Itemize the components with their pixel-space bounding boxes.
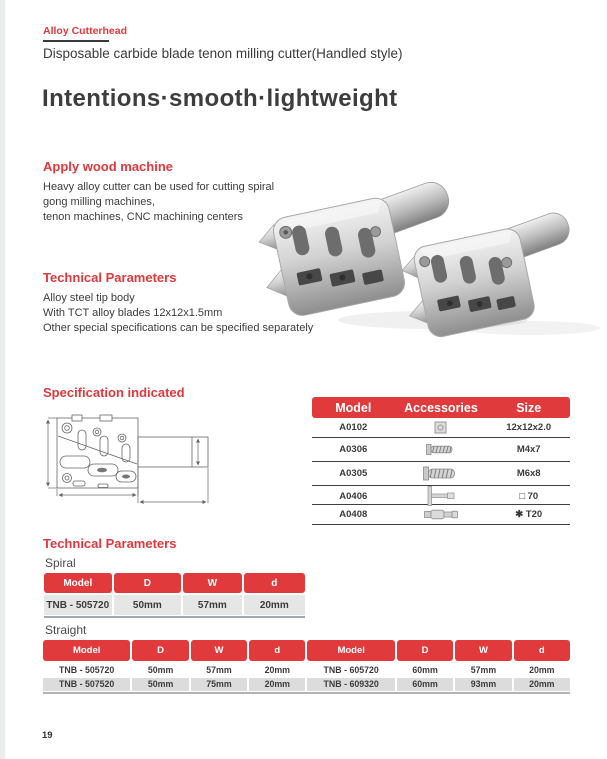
accessories-table-header bbox=[312, 397, 570, 418]
straight-cell: TNB - 505720 bbox=[43, 663, 130, 677]
category-tag: Alloy Cutterhead bbox=[43, 25, 128, 37]
accessories-header-size: Size bbox=[516, 400, 542, 415]
straight-table bbox=[43, 640, 570, 694]
accessories-row bbox=[312, 486, 570, 505]
accessory-size: M6x8 bbox=[516, 468, 541, 479]
straight-cell: 60mm bbox=[397, 663, 453, 677]
tag-underline bbox=[43, 40, 109, 42]
accessory-size: 12x12x2.0 bbox=[506, 422, 552, 433]
straight-header-cell: D bbox=[397, 640, 453, 661]
spiral-header-cell: W bbox=[183, 573, 241, 593]
straight-cell: 20mm bbox=[249, 663, 305, 677]
tech-text-line: Alloy steel tip body bbox=[43, 292, 135, 304]
straight-header-cell: Model bbox=[307, 640, 394, 661]
cutter-body bbox=[258, 196, 407, 322]
straight-cell: 20mm bbox=[249, 678, 305, 692]
straight-table-row bbox=[43, 663, 570, 677]
straight-cell: TNB - 507520 bbox=[43, 678, 130, 692]
accessory-model: A0305 bbox=[339, 468, 368, 479]
spiral-table-label: Spiral bbox=[45, 556, 76, 570]
accessory-model: A0408 bbox=[339, 509, 368, 520]
t-wrench-icon bbox=[395, 486, 488, 506]
drawing-body bbox=[57, 415, 208, 488]
driver-bit-icon bbox=[395, 509, 488, 520]
straight-cell: 50mm bbox=[132, 678, 188, 692]
straight-cell: TNB - 609320 bbox=[307, 678, 394, 692]
screw-large-icon bbox=[395, 465, 488, 482]
apply-text-line: Heavy alloy cutter can be used for cutting spiral bbox=[43, 181, 275, 193]
accessories-row bbox=[312, 418, 570, 438]
accessory-size: □ 70 bbox=[519, 490, 539, 502]
straight-cell: 20mm bbox=[514, 663, 570, 677]
accessories-row bbox=[312, 505, 570, 525]
drawing-shank bbox=[138, 437, 208, 467]
straight-header-cell: Model bbox=[43, 640, 130, 661]
technical-parameters-heading: Technical Parameters bbox=[43, 270, 177, 285]
accessory-model: A0306 bbox=[339, 444, 368, 455]
spiral-header-cell: D bbox=[114, 573, 182, 593]
specification-drawing bbox=[40, 408, 305, 513]
page-edge-strip bbox=[0, 0, 5, 759]
accessory-size: M4x7 bbox=[516, 444, 541, 455]
spiral-cell: 50mm bbox=[114, 595, 182, 615]
product-subtitle: Disposable carbide blade tenon milling cutter(Handled style) bbox=[43, 46, 403, 61]
straight-table-row bbox=[43, 678, 570, 692]
straight-table-label: Straight bbox=[45, 623, 87, 637]
straight-cell: 60mm bbox=[397, 678, 453, 692]
straight-table-header bbox=[43, 640, 570, 661]
square-insert-icon bbox=[395, 421, 488, 434]
spiral-cell: 20mm bbox=[244, 595, 305, 615]
page-title: Intentions·smooth·lightweight bbox=[42, 85, 398, 112]
spiral-table-row bbox=[44, 595, 305, 615]
straight-cell: 57mm bbox=[191, 663, 247, 677]
straight-header-cell: D bbox=[132, 640, 188, 661]
spiral-cell: 57mm bbox=[183, 595, 241, 615]
tech-text-line: With TCT alloy blades 12x12x1.5mm bbox=[43, 307, 223, 319]
accessories-header-model: Model bbox=[335, 400, 372, 415]
spiral-table bbox=[44, 573, 305, 618]
accessories-row bbox=[312, 438, 570, 462]
spiral-header-cell: Model bbox=[44, 573, 112, 593]
accessory-model: A0102 bbox=[339, 422, 368, 433]
straight-cell: 93mm bbox=[455, 678, 511, 692]
apply-section bbox=[43, 159, 274, 225]
page-number: 19 bbox=[42, 730, 53, 741]
spiral-cell: TNB - 505720 bbox=[44, 595, 112, 615]
specification-heading: Specification indicated bbox=[43, 385, 185, 400]
accessories-header-accessories: Accessories bbox=[404, 400, 478, 415]
accessory-model: A0406 bbox=[339, 490, 368, 502]
screw-small-icon bbox=[395, 443, 488, 456]
apply-heading: Apply wood machine bbox=[43, 159, 174, 174]
straight-cell: 50mm bbox=[132, 663, 188, 677]
straight-cell: TNB - 605720 bbox=[307, 663, 394, 677]
accessories-row bbox=[312, 462, 570, 486]
straight-header-cell: W bbox=[191, 640, 247, 661]
apply-text-line: gong milling machines, bbox=[43, 196, 155, 208]
straight-cell: 75mm bbox=[191, 678, 247, 692]
straight-cell: 20mm bbox=[514, 678, 570, 692]
parameters-heading: Technical Parameters bbox=[43, 536, 177, 551]
apply-text-line: tenon machines, CNC machining centers bbox=[43, 211, 243, 223]
spiral-header-cell: d bbox=[244, 573, 305, 593]
tech-text-line: Other special specifications can be specified separately bbox=[43, 322, 314, 334]
straight-header-cell: d bbox=[249, 640, 305, 661]
accessories-table bbox=[312, 397, 570, 525]
straight-header-cell: W bbox=[455, 640, 511, 661]
product-photo bbox=[258, 152, 603, 342]
accessory-size: ✱ T20 bbox=[515, 509, 543, 520]
straight-cell: 57mm bbox=[455, 663, 511, 677]
straight-header-cell: d bbox=[514, 640, 570, 661]
spiral-table-header bbox=[44, 573, 305, 593]
